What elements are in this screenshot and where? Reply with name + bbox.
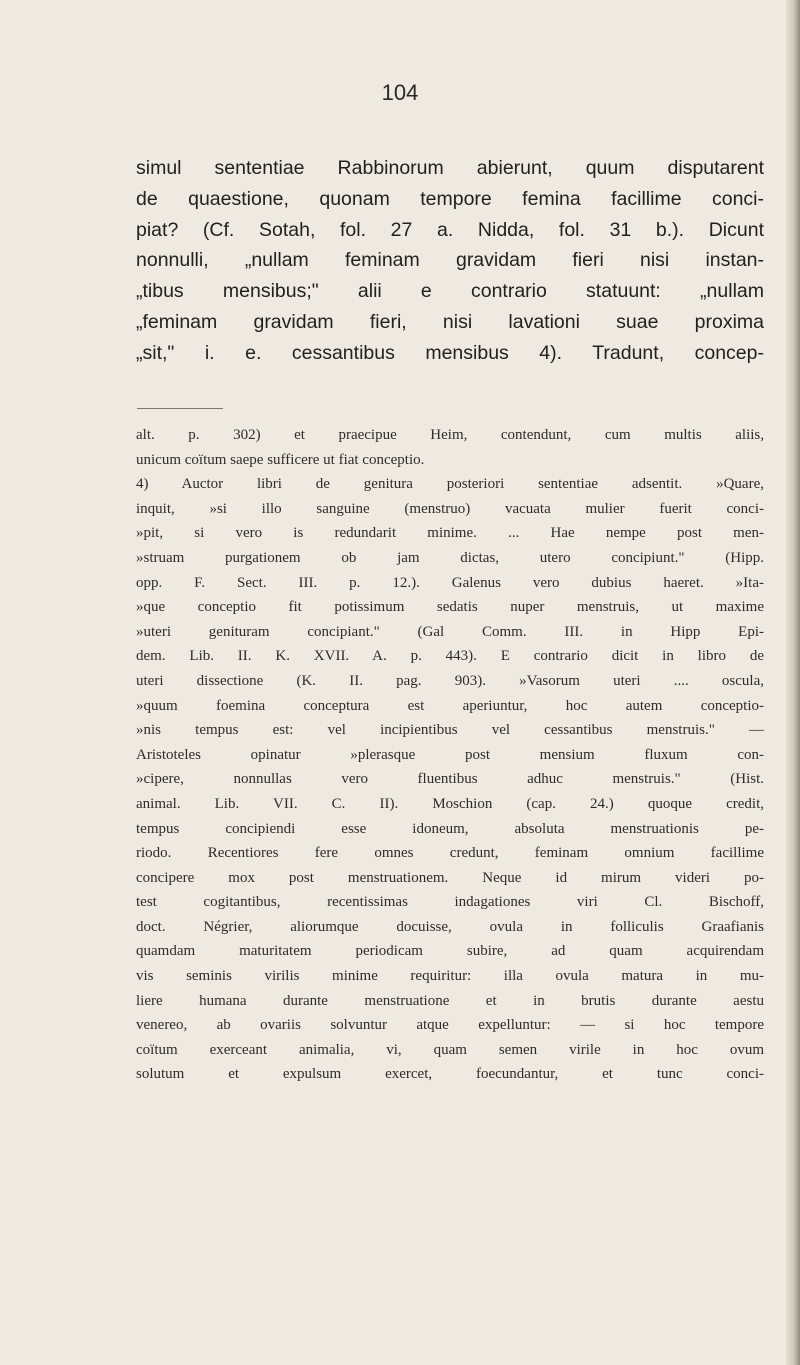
text-line: „sit," i. e. cessantibus mensibus 4). Tradunt, concep- — [136, 341, 764, 364]
footnote-line: Aristoteles opinatur »plerasque post mensium fluxum con- — [136, 746, 764, 763]
footnote-line: coïtum exerceant animalia, vi, quam semen virile in hoc ovum — [136, 1041, 764, 1058]
footnote-line: doct. Négrier, aliorumque docuisse, ovula in folliculis Graafianis — [136, 918, 764, 935]
footnote-line: vis seminis virilis minime requiritur: illa ovula matura in mu- — [136, 968, 764, 985]
footnote-divider — [137, 408, 223, 409]
footnote-line: quamdam maturitatem periodicam subire, ad quam acquirendam — [136, 943, 764, 960]
footnote-line: liere humana durante menstruatione et in brutis durante aestu — [136, 992, 764, 1009]
footnote-line: dem. Lib. II. K. XVII. A. p. 443). E contrario dicit in libro de — [136, 648, 764, 665]
footnote-line: »pit, si vero is redundarit minime. ... Hae nempe post men- — [136, 525, 764, 542]
footnote-line: »nis tempus est: vel incipientibus vel cessantibus menstruis." — — [136, 722, 764, 739]
footnote-line: test cogitantibus, recentissimas indagationes viri Cl. Bischoff, — [136, 894, 764, 911]
text-line: de quaestione, quonam tempore femina facillime conci- — [136, 187, 764, 210]
footnote-line: uteri dissectione (K. II. pag. 903). »Vasorum uteri .... oscula, — [136, 672, 764, 689]
footnote-line: »struam purgationem ob jam dictas, utero concipiunt." (Hipp. — [136, 549, 764, 566]
main-text-block — [136, 153, 764, 369]
footnote-line: »uteri genituram concipiant." (Gal Comm. III. in Hipp Epi- — [136, 623, 764, 640]
footnote-line: unicum coïtum saepe sufficere ut fiat conceptio. — [136, 451, 425, 468]
text-line: „tibus mensibus;" alii e contrario statuunt: „nullam — [136, 280, 764, 303]
page-number: 104 — [381, 80, 419, 105]
footnote-line: 4) Auctor libri de genitura posteriori sententiae adsentit. »Quare, — [136, 476, 764, 493]
footnotes-block — [136, 423, 764, 1087]
text-line: piat? (Cf. Sotah, fol. 27 a. Nidda, fol. 31 b.). Dicunt — [136, 218, 764, 241]
footnote-line: solutum et expulsum exercet, foecundantur, et tunc conci- — [136, 1066, 764, 1083]
footnote-line: venereo, ab ovariis solvuntur atque expelluntur: — si hoc tempore — [136, 1017, 764, 1034]
footnote-line: alt. p. 302) et praecipue Heim, contendunt, cum multis aliis, — [136, 427, 764, 443]
footnote-line: riodo. Recentiores fere omnes credunt, feminam omnium facillime — [136, 845, 764, 862]
footnote-line: »cipere, nonnullas vero fluentibus adhuc menstruis." (Hist. — [136, 771, 764, 788]
footnote-line: animal. Lib. VII. C. II). Moschion (cap. 24.) quoque credit, — [136, 795, 764, 812]
footnote-line: opp. F. Sect. III. p. 12.). Galenus vero dubius haeret. »Ita- — [136, 574, 764, 591]
text-line: nonnulli, „nullam feminam gravidam fieri nisi instan- — [136, 249, 764, 272]
footnote-line: concipere mox post menstruationem. Neque id mirum videri po- — [136, 869, 764, 886]
text-line: simul sententiae Rabbinorum abierunt, quum disputarent — [136, 157, 764, 179]
footnote-line: »que conceptio fit potissimum sedatis nuper menstruis, ut maxime — [136, 599, 764, 616]
text-line: „feminam gravidam fieri, nisi lavationi suae proxima — [136, 310, 764, 333]
footnote-line: tempus concipiendi esse idoneum, absoluta menstruationis pe- — [136, 820, 764, 837]
footnote-line: »quum foemina conceptura est aperiuntur, hoc autem conceptio- — [136, 697, 764, 714]
footnote-line: inquit, »si illo sanguine (menstruo) vacuata mulier fuerit conci- — [136, 500, 764, 517]
scan-page-edge — [786, 0, 800, 1365]
